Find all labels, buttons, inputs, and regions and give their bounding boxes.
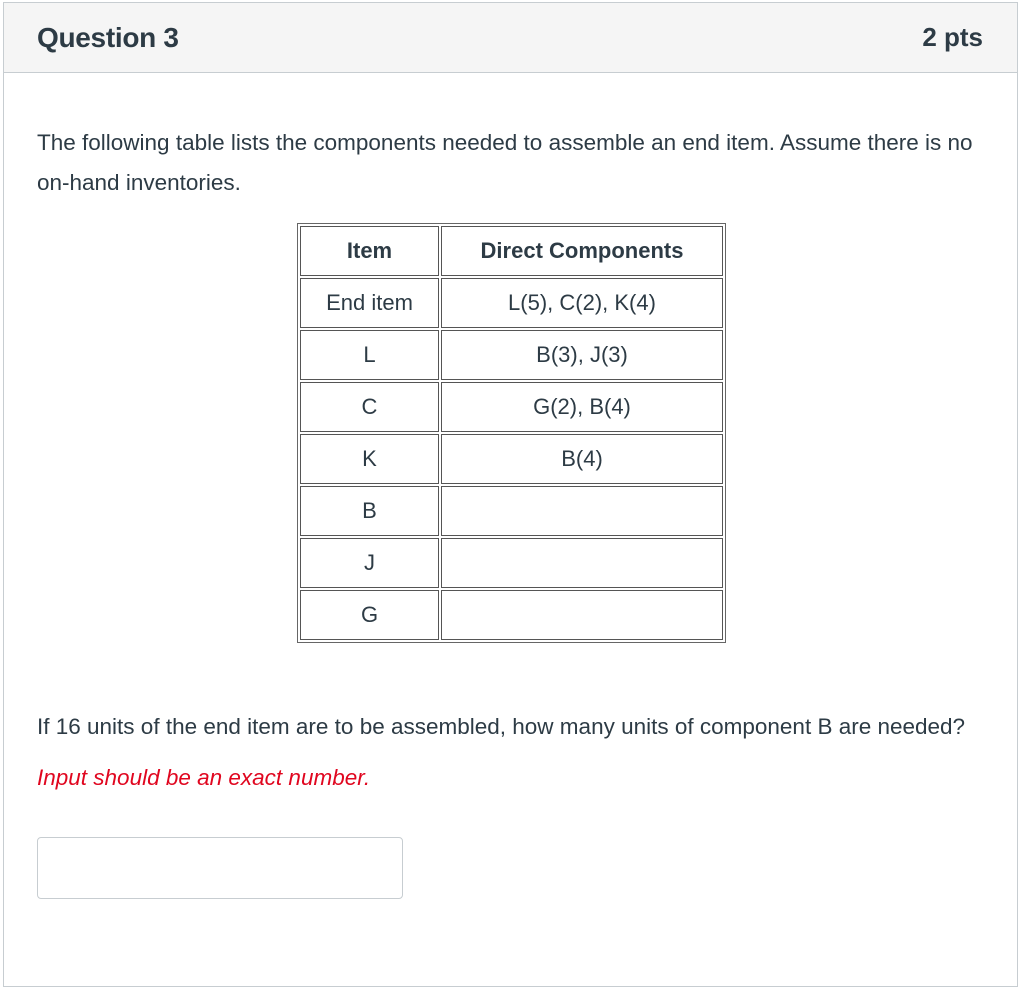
column-header-components: Direct Components [441,226,723,276]
intro-text: The following table lists the components needed to assemble an end item. Assume there is no on-hand inventories. [37,130,973,195]
bom-table [297,223,726,643]
table-cell-components [441,538,723,588]
question-title: Question 3 [37,21,179,53]
table-cell-components: L(5), C(2), K(4) [441,278,723,328]
table-row [300,434,723,484]
answer-input[interactable] [37,837,403,899]
table-cell-item: B [300,486,439,536]
question-body [4,123,1017,899]
table-row [300,382,723,432]
table-row [300,590,723,640]
table-cell-components: B(4) [441,434,723,484]
question-text: If 16 units of the end item are to be assembled, how many units of component B are needed? [37,714,966,739]
question-header [4,3,1017,73]
table-header-row [300,226,723,276]
table-cell-item: J [300,538,439,588]
question-points: 2 pts [922,22,983,52]
table-row [300,486,723,536]
table-cell-components [441,486,723,536]
table-cell-components [441,590,723,640]
table-cell-item: K [300,434,439,484]
table-cell-item: End item [300,278,439,328]
table-row [300,330,723,380]
table-cell-components: B(3), J(3) [441,330,723,380]
question-card [3,2,1018,987]
table-row [300,538,723,588]
table-cell-item: L [300,330,439,380]
table-row [300,278,723,328]
hint-text: Input should be an exact number. [37,765,371,790]
column-header-item: Item [300,226,439,276]
table-cell-item: G [300,590,439,640]
table-cell-components: G(2), B(4) [441,382,723,432]
table-cell-item: C [300,382,439,432]
